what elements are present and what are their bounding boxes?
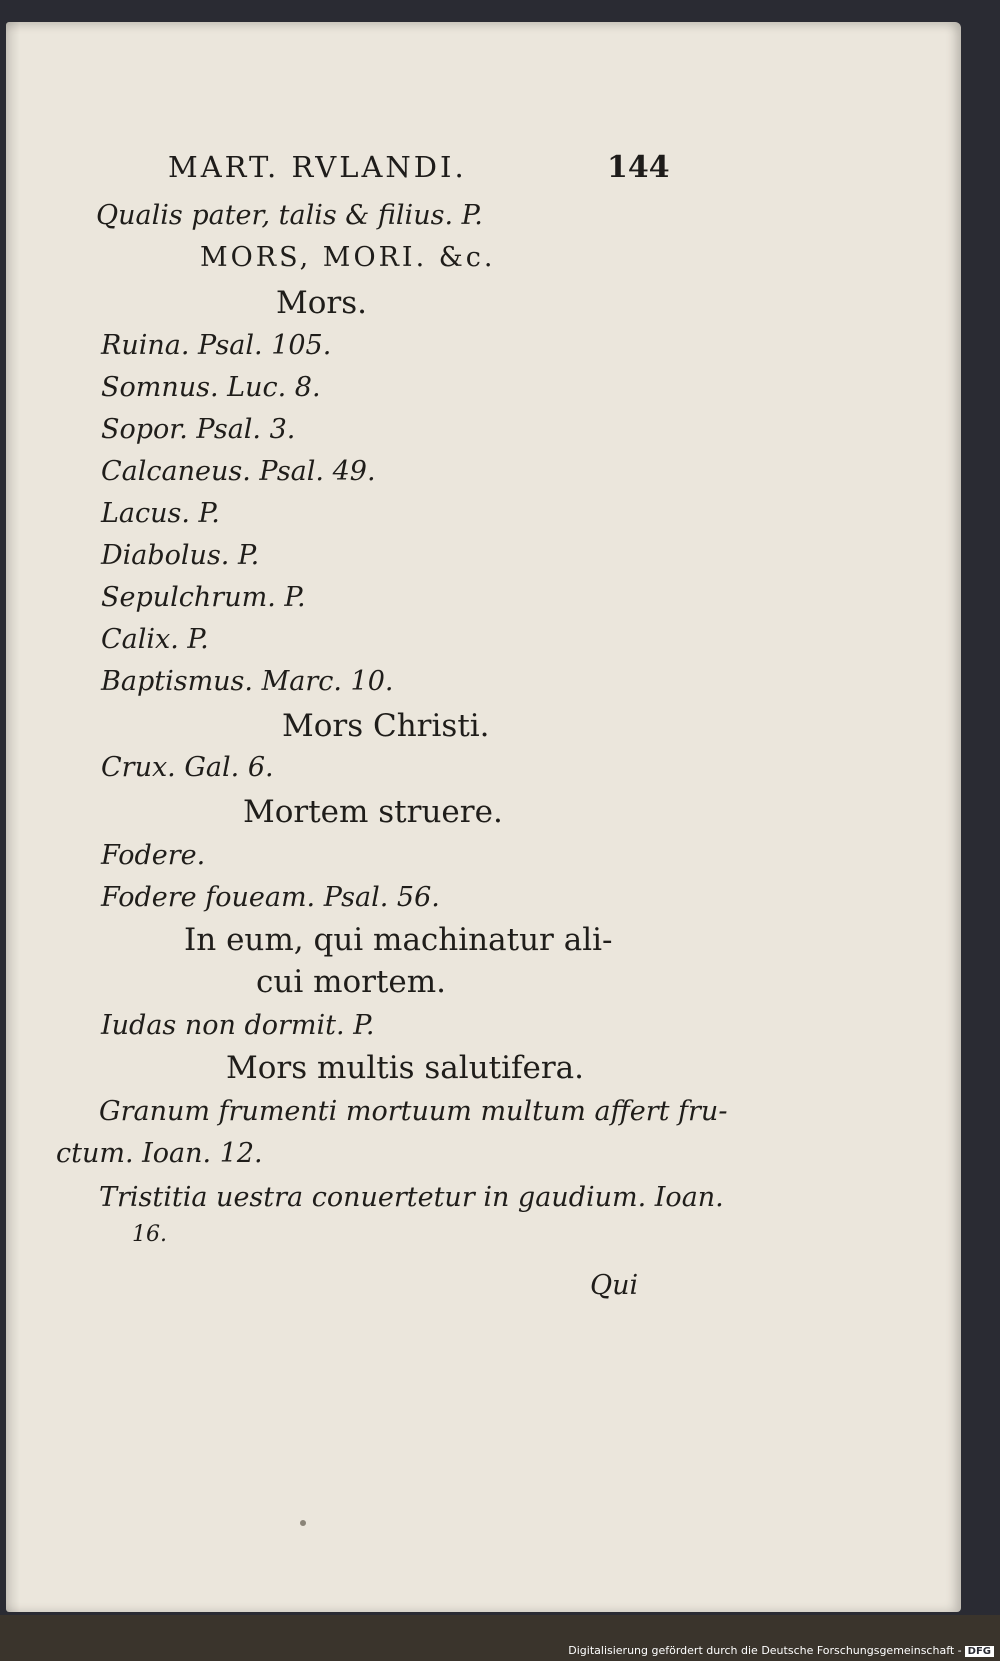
entry-line: Somnus. Luc. 8. — [101, 372, 321, 403]
running-title: MART. RVLANDI. — [168, 150, 467, 184]
paper-speck — [300, 1520, 306, 1526]
entry-line: Baptismus. Marc. 10. — [101, 666, 394, 697]
subheading: Mors Christi. — [282, 708, 490, 744]
dfg-logo: DFG — [965, 1646, 994, 1657]
subheading: Mors multis salutifera. — [226, 1050, 585, 1086]
entry-line: Lacus. P. — [101, 498, 220, 529]
subheading: Mortem struere. — [243, 794, 503, 830]
digitization-credit — [568, 1644, 994, 1657]
entry-line: Crux. Gal. 6. — [101, 752, 274, 783]
subheading: cui mortem. — [256, 964, 447, 1000]
entry-line: ctum. Ioan. 12. — [56, 1138, 263, 1169]
entry-line: Granum frumenti mortuum multum affert fru- — [99, 1096, 728, 1127]
entry-line: Iudas non dormit. P. — [101, 1010, 375, 1041]
proverb-line: Qualis pater, talis & filius. P. — [96, 200, 483, 231]
subheading: Mors. — [276, 285, 367, 321]
credit-text: Digitalisierung gefördert durch die Deutsche Forschungsgemeinschaft - — [568, 1644, 962, 1657]
subheading: In eum, qui machinatur ali- — [184, 922, 613, 958]
entry-line: 16. — [132, 1222, 167, 1247]
entry-line: Ruina. Psal. 105. — [101, 330, 332, 361]
page-number: 144 — [607, 150, 670, 185]
entry-line: Sepulchrum. P. — [101, 582, 306, 613]
entry-line: Diabolus. P. — [101, 540, 260, 571]
entry-line: Calix. P. — [101, 624, 209, 655]
page-spine-shadow — [6, 22, 20, 1612]
entry-line: Fodere. — [101, 840, 206, 871]
entry-line: Tristitia uestra conuertetur in gaudium. Ioan. — [99, 1182, 724, 1213]
entry-line: Sopor. Psal. 3. — [101, 414, 296, 445]
catchword: Qui — [590, 1270, 639, 1301]
entry-line: Calcaneus. Psal. 49. — [101, 456, 376, 487]
section-heading: MORS, MORI. &c. — [200, 242, 496, 273]
entry-line: Fodere foueam. Psal. 56. — [101, 882, 440, 913]
